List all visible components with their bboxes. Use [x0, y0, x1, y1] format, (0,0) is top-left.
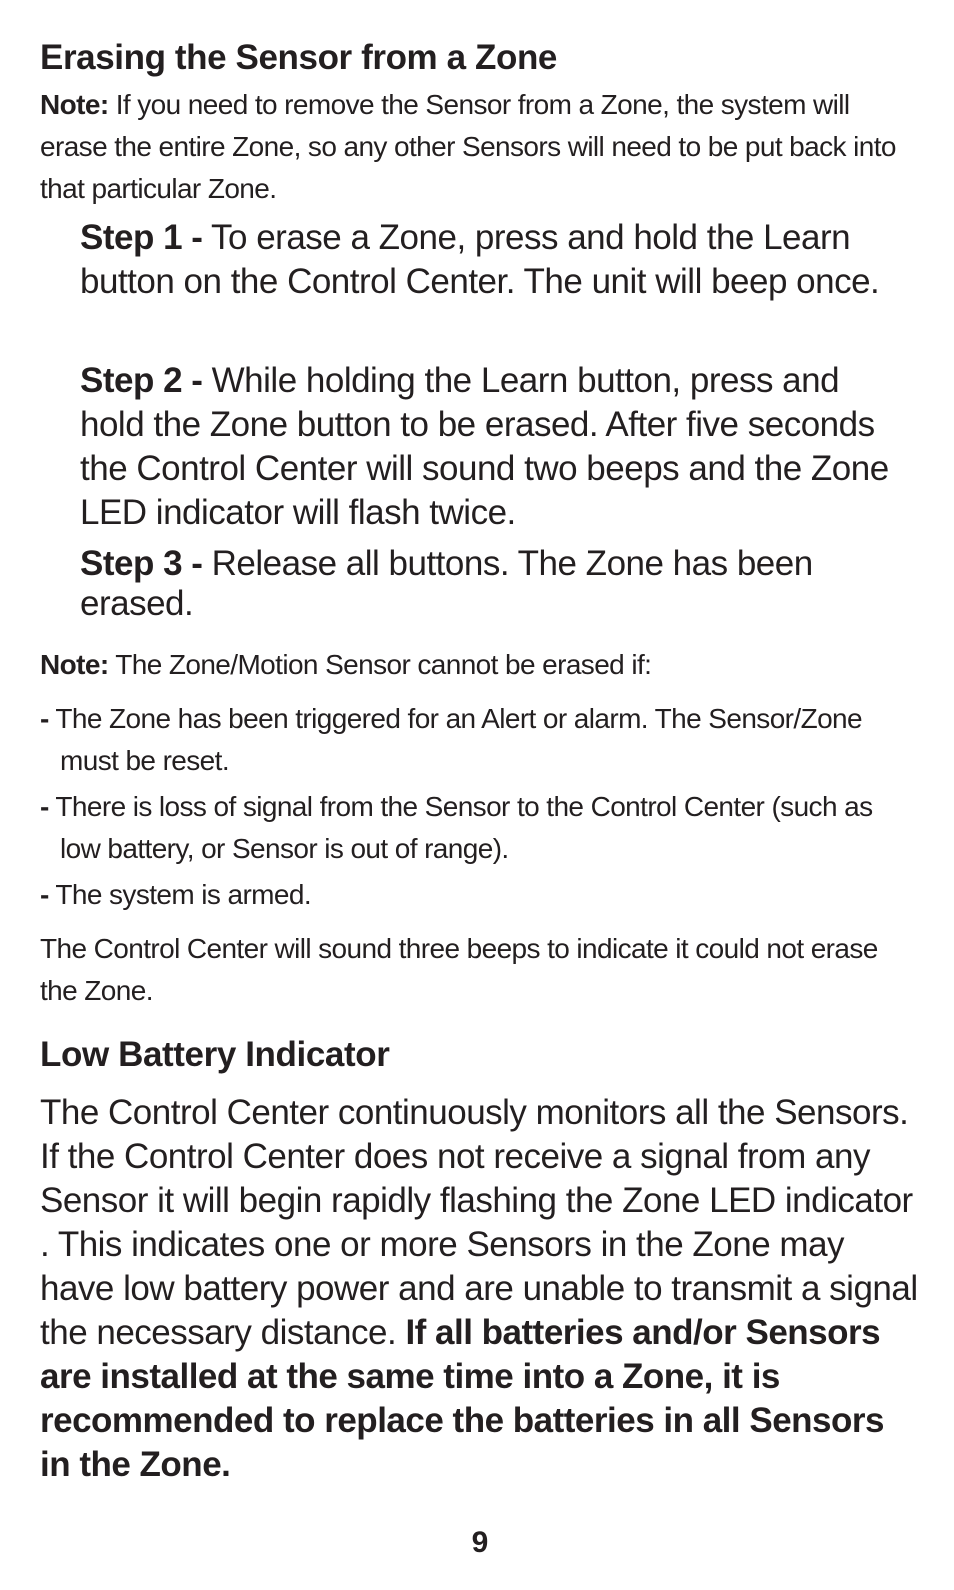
bullet-dash: - [40, 703, 49, 734]
note-label: Note: [40, 89, 109, 120]
step-1-label: Step 1 - [80, 218, 203, 257]
step-1-text: To erase a Zone, press and hold the Learn button on the Control Center. The unit will beep once. [80, 218, 880, 301]
step-1 [80, 216, 900, 304]
bullet-text: There is loss of signal from the Sensor to the Control Center (such as low battery, or Sensor is out of range). [48, 791, 873, 864]
low-battery-paragraph [40, 1091, 920, 1487]
bullet-item [40, 786, 890, 870]
bullet-text: The system is armed. [48, 879, 312, 910]
closing-paragraph: The Control Center will sound three beeps to indicate it could not erase the Zone. [40, 933, 878, 1006]
low-battery-bold-text: If all batteries and/or Sensors are installed at the same time into a Zone, it is recommended to replace the batteries in all Sensors in the Zone. [40, 1313, 884, 1484]
note-text: If you need to remove the Sensor from a Zone, the system will erase the entire Zone, so any other Sensors will need to be put back into that particular Zone. [40, 89, 896, 204]
section-heading-low-battery: Low Battery Indicator [40, 1035, 390, 1074]
step-2 [80, 359, 900, 535]
step-3-text: Release all buttons. The Zone has been erased. [80, 544, 813, 623]
step-2-text: While holding the Learn button, press and hold the Zone button to be erased. After five seconds the Control Center will sound two beeps and the Zone LED indicator will flash twice. [80, 361, 889, 532]
note-paragraph [40, 84, 920, 210]
note2-paragraph [40, 644, 920, 686]
bullet-text: The Zone has been triggered for an Alert or alarm. The Sensor/Zone must be reset. [48, 703, 862, 776]
bullet-dash: - [40, 791, 49, 822]
step-3 [80, 544, 900, 624]
bullet-item [40, 698, 890, 782]
page-number: 9 [471, 1526, 489, 1559]
step-3-label: Step 3 - [80, 544, 203, 583]
bullet-item [40, 874, 890, 916]
low-battery-text: The Control Center continuously monitors all the Sensors. If the Control Center does not receive a signal from any Sensor it will begin rapidly flashing the Zone LED indicator . This indicates one or more Sensors in the Zone may have low battery power and are unable to transmit a signal the necessary distance. [40, 1093, 918, 1352]
bullet-dash: - [40, 879, 49, 910]
note2-text: The Zone/Motion Sensor cannot be erased if: [108, 649, 652, 680]
note2-label: Note: [40, 649, 109, 680]
step-2-label: Step 2 - [80, 361, 203, 400]
section-heading-erasing: Erasing the Sensor from a Zone [40, 38, 557, 77]
